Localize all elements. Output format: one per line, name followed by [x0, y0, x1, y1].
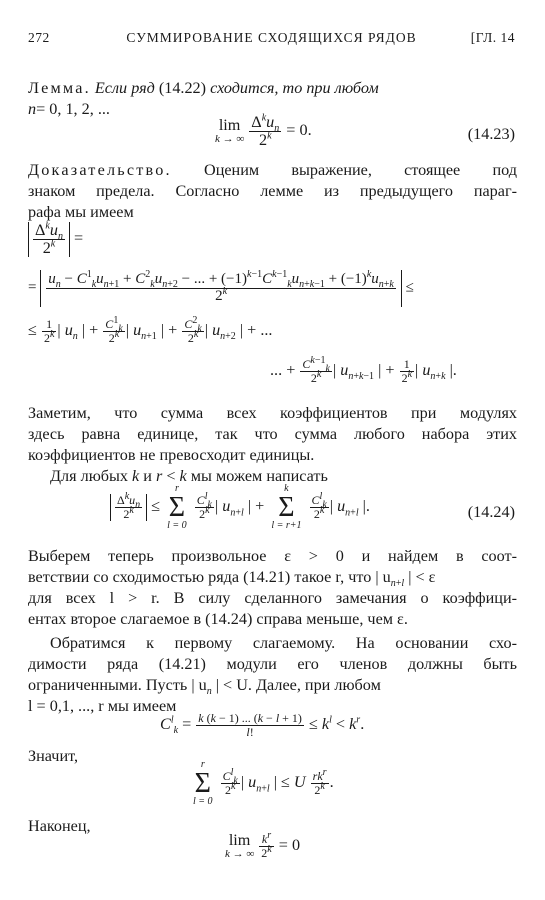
estimate-lhs: $\frac{\Delta^ku_n}{2^k}$ =: [28, 222, 83, 257]
formula-14-23: lim k → ∞ $\frac{\Delta^ku_n}{2^k}$ = 0.: [215, 112, 312, 149]
proof-label: Доказательство.: [28, 161, 172, 179]
eq-number-14-24: (14.24): [467, 503, 515, 521]
final-limit: lim k → ∞ $\frac{k^r}{2^k}$ = 0: [225, 830, 301, 860]
lemma-line-1: [28, 78, 518, 98]
lemma-text-1: Если ряд: [94, 79, 155, 97]
lemma-n-values: = 0, 1, 2, ...: [36, 100, 110, 118]
binomial-bound: $C^l_k$ = $\frac{k (k - 1) ... (k - l + 1)}{l!}$ ≤ $k^l < k^r$.: [160, 711, 365, 739]
remark-line-4: Для любых k и r < k мы можем написать: [50, 467, 328, 485]
first-term-line-4: l = 0,1, ..., r мы имеем: [28, 697, 177, 715]
remark-line-1: Заметим, что сумма всех коэффициентов при модулях: [28, 404, 517, 422]
page-number: 272: [28, 30, 50, 45]
choose-line-2: ветствии со сходимостью ряда (14.21) такое r, что | $u_{n+l}$ | < ε: [28, 568, 436, 590]
therefore-label: Значит,: [28, 747, 79, 765]
remark-line-2: здесь равна единице, так что сумма любого набора этих: [28, 425, 517, 443]
estimate-terms-2: ... + $\frac{C^{k-1}_k}{2^k}$ | $u_{n+k-1}$ | + $\frac{1}{2^k}$ | $u_{n+k}$ |.: [270, 355, 457, 385]
proof-line-3: рафа мы имеем: [28, 203, 134, 221]
sum-bound: r Σ l = 0 $\frac{C^l_k}{2^k}$ | $u_{n+l}$ | ≤ U $\frac{rk^r}{2^k}$ .: [193, 759, 334, 807]
finally-label: Наконец,: [28, 817, 91, 835]
running-title: СУММИРОВАНИЕ СХОДЯЩИХСЯ РЯДОВ: [126, 30, 417, 45]
first-term-line-3: ограниченными. Пусть | $u_n$ | < U. Далее, при любом: [28, 676, 381, 698]
choose-line-3: для всех l > r. В силу сделанного замечания о коэффици-: [28, 589, 517, 607]
choose-line-4: ентах второе слагаемое в (14.24) справа меньше, чем ε.: [28, 610, 408, 628]
lemma-line-2: n= 0, 1, 2, ...: [28, 100, 110, 118]
lemma-label: Лемма.: [28, 79, 91, 97]
proof-line-1: Доказательство. Оценим выражение, стоящее под: [28, 161, 517, 179]
chapter-ref: [ГЛ. 14: [470, 30, 515, 45]
eq-number-14-23: (14.23): [467, 125, 515, 143]
first-term-line-1: Обратимся к первому слагаемому. На основании схо-: [50, 634, 517, 652]
formula-14-24: $\frac{\Delta^ku_n}{2^k}$ ≤ r Σ l = 0 $\frac{C^l_k}{2^k}$ | $u_{n+l}$ | + k Σ l = r+1 $\frac{C^l_k}{2^k}$ | $u_{n+l}$ |.: [110, 484, 370, 531]
estimate-binomial: = $u_n - C^1_ku_{n+1} + C^2_ku_{n+2}$ − ... + $(-1)^{k-1}C^{k-1}_ku_{n+k-1} + (-1)^ku_{n+k}$ 2$^k$ ≤: [28, 270, 414, 307]
choose-line-1: Выберем теперь произвольное ε > 0 и найдем в соот-: [28, 547, 517, 565]
first-term-line-2: димости ряда (14.21) модули его членов должны быть: [28, 655, 517, 673]
estimate-terms-1: ≤ $\frac{1}{2^k}$ | $u_n$ | + $\frac{C^1_k}{2^k}$ | $u_{n+1}$ | + $\frac{C^2_k}{2^k}$ | $u_{n+2}$ | + ...: [28, 315, 273, 345]
proof-line-2: знаком предела. Согласно лемме из предыдущего параг-: [28, 182, 517, 200]
remark-line-3: коэффициентов не превосходит единицы.: [28, 446, 315, 464]
running-header: [28, 30, 515, 48]
lemma-ref: (14.22): [158, 79, 207, 97]
lemma-text-2: сходится, то при любом: [210, 79, 379, 97]
